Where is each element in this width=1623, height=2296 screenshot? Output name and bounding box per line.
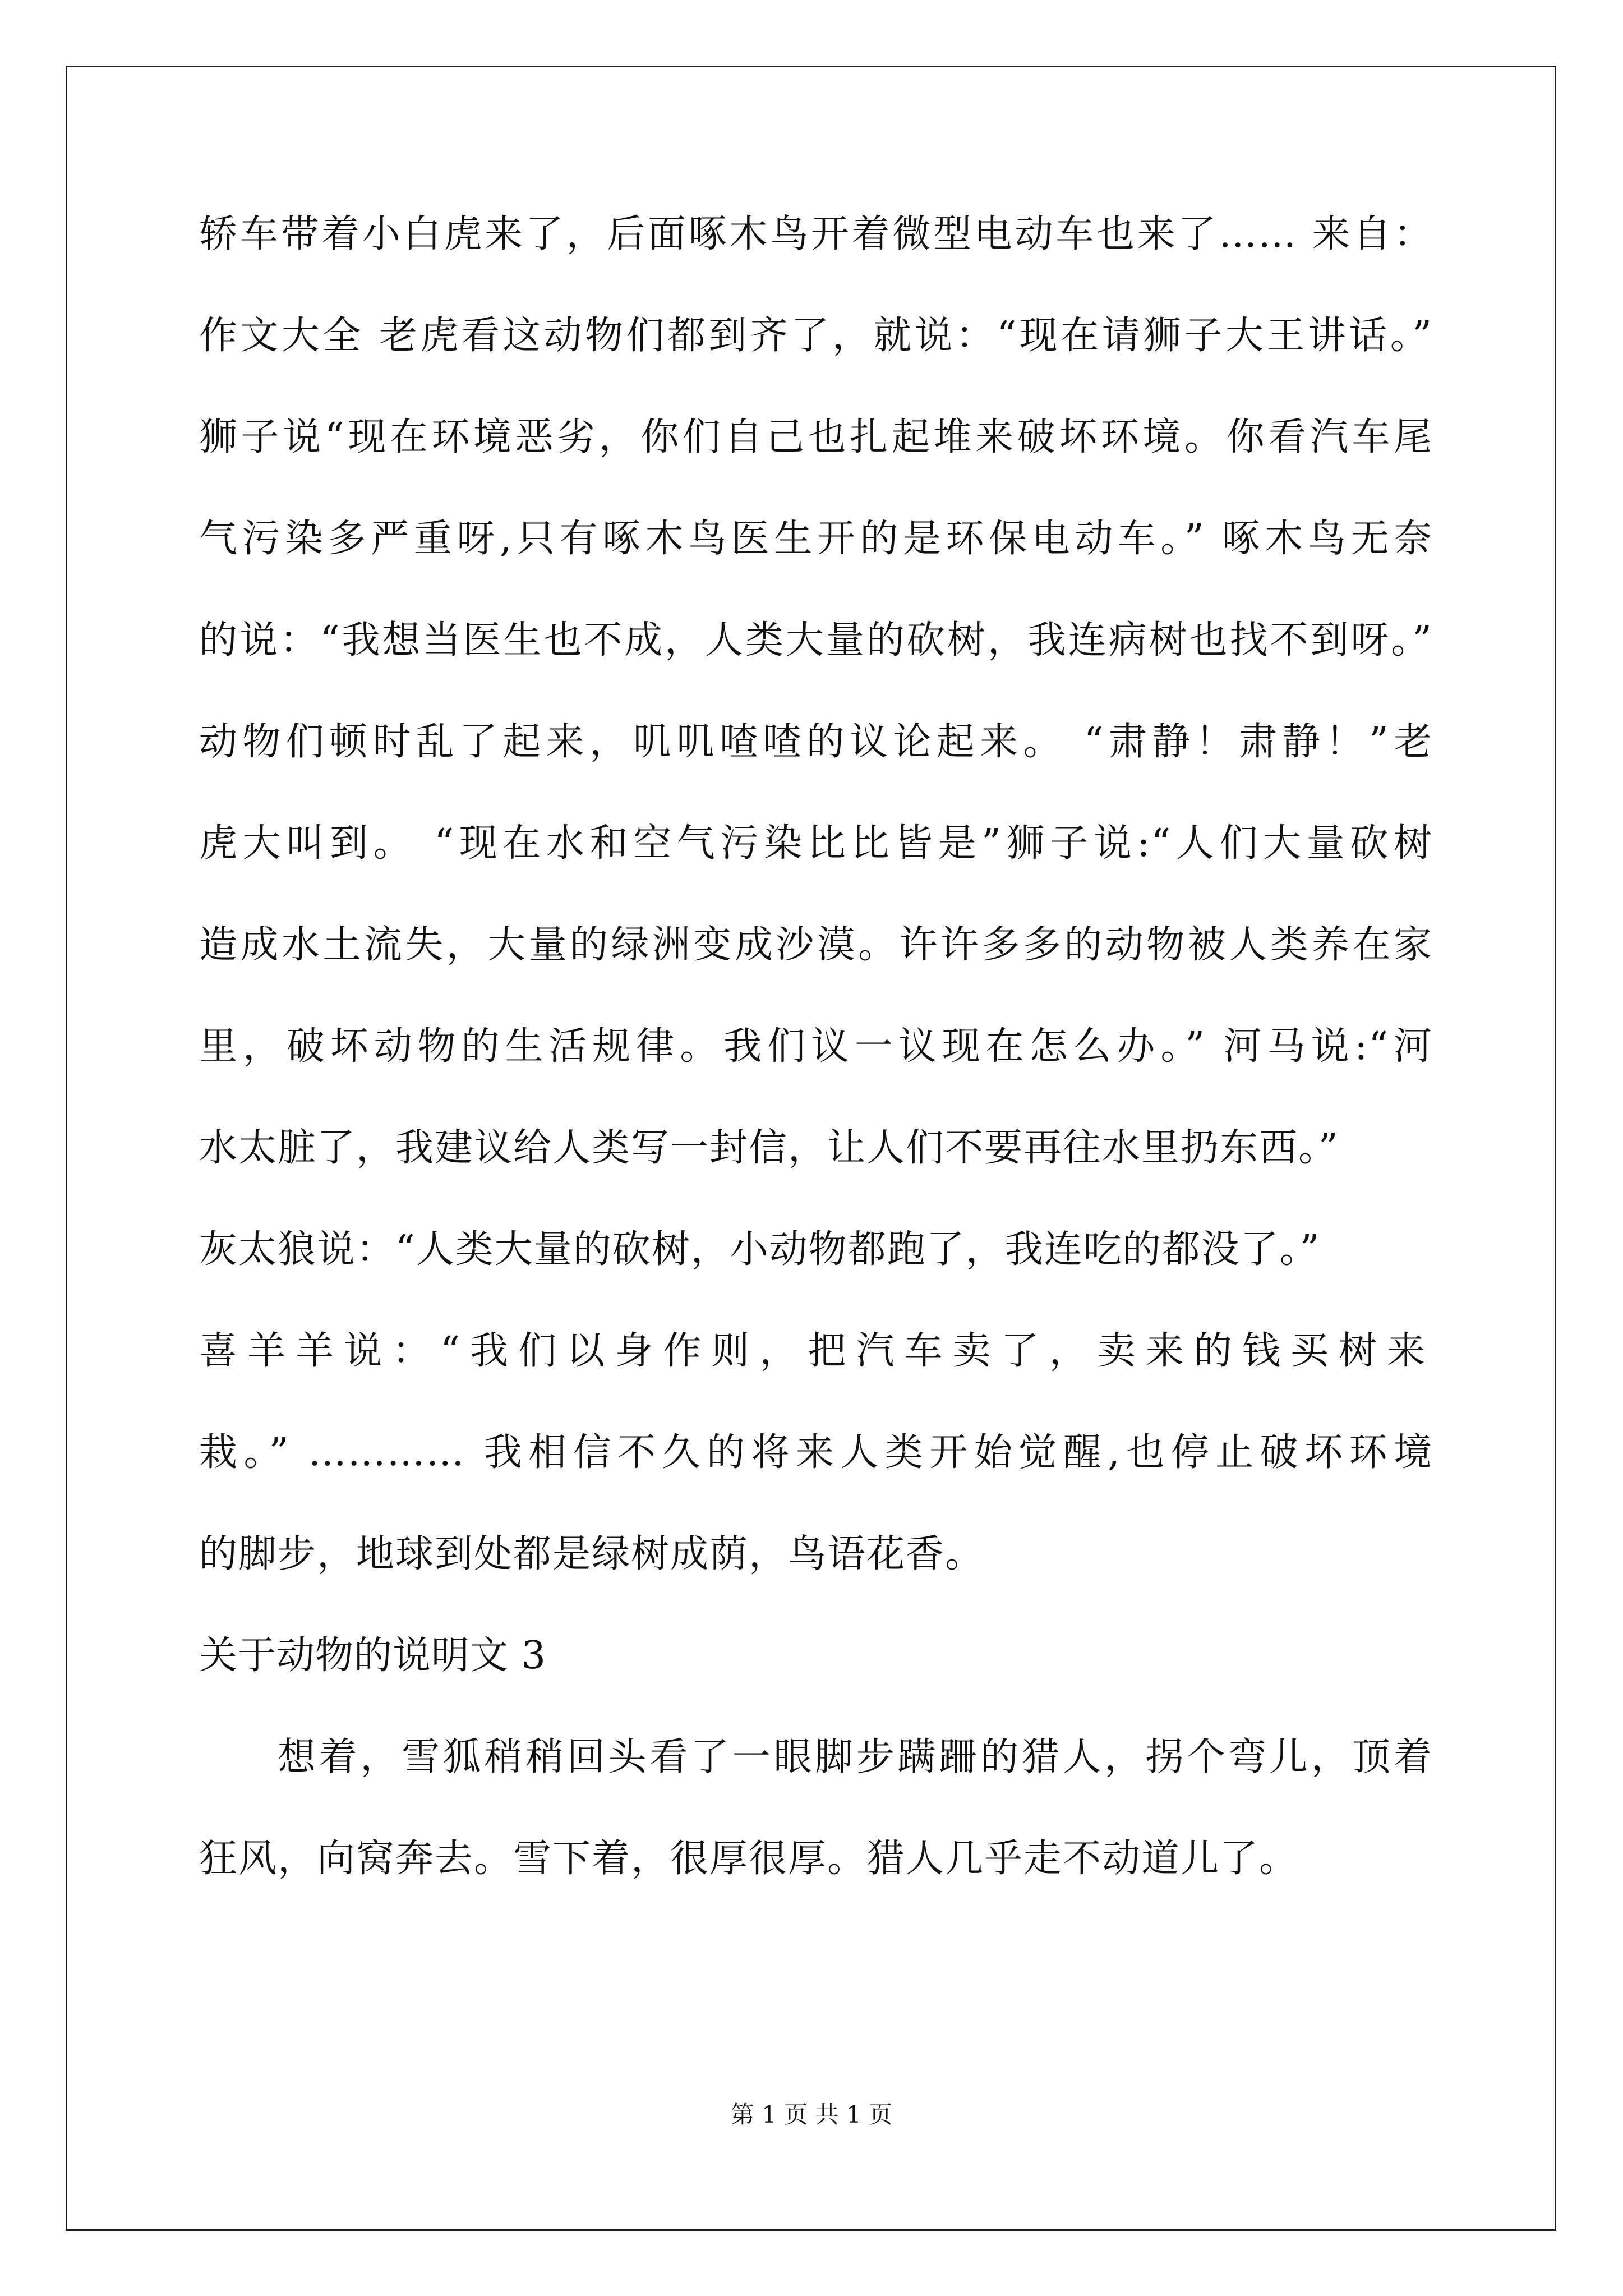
text-line-12: 喜羊羊说：“我们以身作则，把汽车卖了，卖来的钱买树来 — [199, 1329, 1433, 1373]
text-line-8: 造成水土流失，大量的绿洲变成沙漠。许许多多的动物被人类养在家 — [199, 923, 1433, 967]
page-number: 第 1 页 共 1 页 — [730, 2101, 893, 2128]
section-heading: 关于动物的说明文 3 — [199, 1634, 546, 1678]
text-line-14: 的脚步，地球到处都是绿树成荫，鸟语花香。 — [199, 1532, 985, 1576]
text-line-10: 水太脏了，我建议给人类写一封信，让人们不要再往水里扔东西。” — [199, 1126, 1339, 1170]
text-line-13: 栽。” ………… 我相信不久的将来人类开始觉醒,也停止破坏环境 — [199, 1430, 1433, 1475]
paragraph-line-1: 想着，雪狐稍稍回头看了一眼脚步蹒跚的猎人，拐个弯儿，顶着 — [278, 1735, 1433, 1779]
text-line-2: 作文大全 老虎看这动物们都到齐了，就说：“现在请狮子大王讲话。” — [199, 314, 1433, 358]
text-line-9: 里，破坏动物的生活规律。我们议一议现在怎么办。” 河马说:“河 — [199, 1024, 1433, 1069]
text-line-3: 狮子说“现在环境恶劣，你们自己也扎起堆来破坏环境。你看汽车尾 — [199, 415, 1433, 459]
text-line-4: 气污染多严重呀,只有啄木鸟医生开的是环保电动车。” 啄木鸟无奈 — [199, 517, 1433, 561]
text-line-1: 轿车带着小白虎来了，后面啄木鸟开着微型电动车也来了…… 来自： — [199, 212, 1433, 256]
paragraph-line-2: 狂风，向窝奔去。雪下着，很厚很厚。猎人几乎走不动道儿了。 — [199, 1837, 1299, 1881]
text-line-11: 灰太狼说：“人类大量的砍树，小动物都跑了，我连吃的都没了。” — [199, 1227, 1321, 1272]
text-line-7: 虎大叫到。 “现在水和空气污染比比皆是”狮子说:“人们大量砍树 — [199, 821, 1433, 866]
text-line-6: 动物们顿时乱了起来，叽叽喳喳的议论起来。 “肃静！肃静！”老 — [199, 720, 1433, 764]
text-line-5: 的说：“我想当医生也不成，人类大量的砍树，我连病树也找不到呀。” — [199, 618, 1433, 662]
